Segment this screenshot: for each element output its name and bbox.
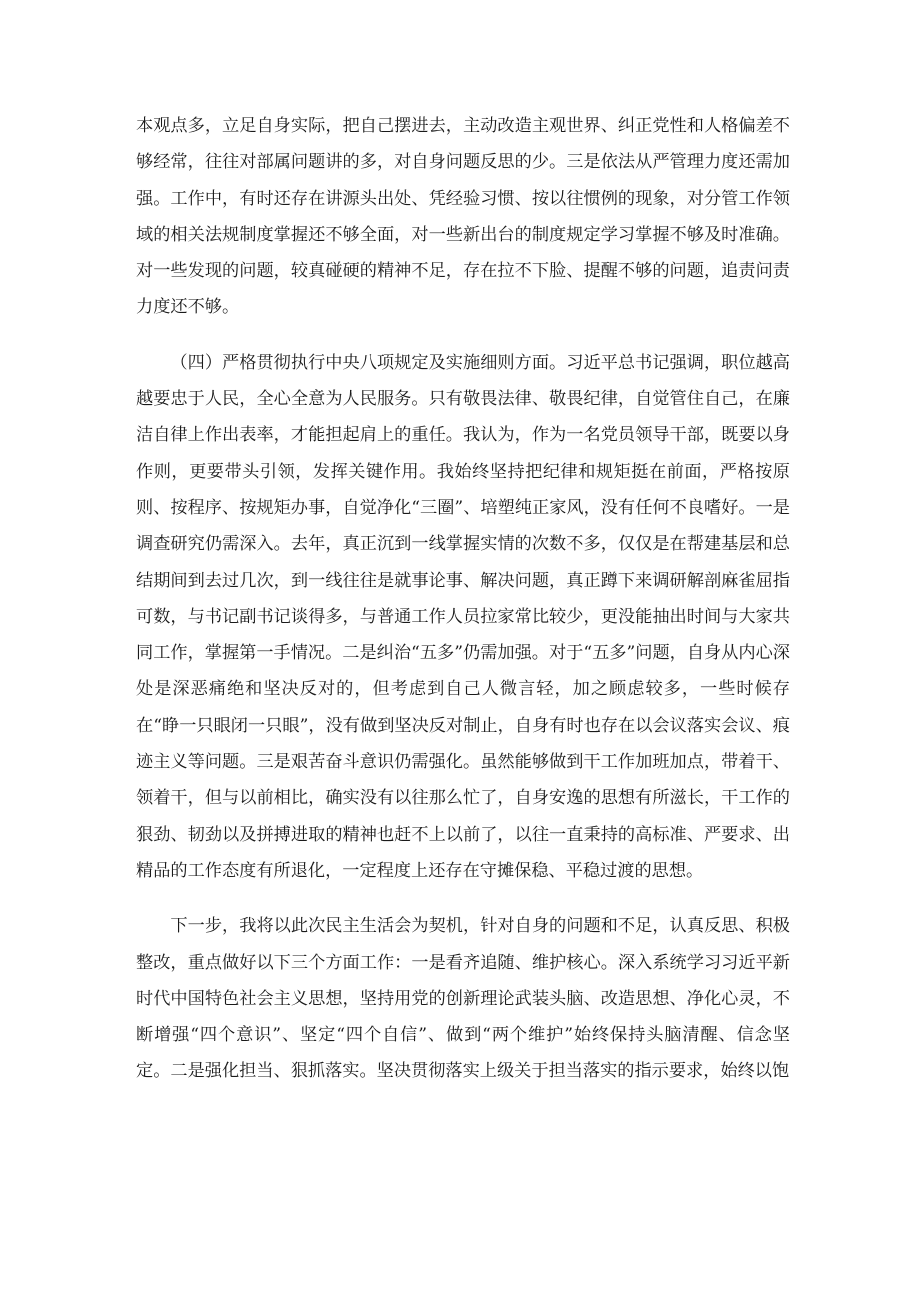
paragraph-section-four: （四）严格贯彻执行中央八项规定及实施细则方面。习近平总书记强调，职位越高越要忠于人民，全心全意为人民服务。只有敬畏法律、敬畏纪律，自觉管住自己，在廉洁自律上作出表率，才能担起肩上的重任。我认为，作为一名党员领导干部，既要以身作则，更要带头引领，发挥关键作用。我始终坚持把纪律和规矩挺在前面，严格按原则、按程序、按规矩办事，自觉净化“三圈”、培塑纯正家风，没有任何不良嗜好。一是调查研究仍需深入。去年，真正沉到一线掌握实情的次数不多，仅仅是在帮建基层和总结期间到去过几次，到一线往往是就事论事、解决问题，真正蹲下来调研解剖麻雀屈指可数，与书记副书记谈得多，与普通工作人员拉家常比较少，更没能抽出时间与大家共同工作，掌握第一手情况。二是纠治“五多”仍需加强。对于“五多”问题，自身从内心深处是深恶痛绝和坚决反对的，但考虑到自己人微言轻，加之顾虑较多，一些时候存在“睁一只眼闭一只眼”，没有做到坚决反对制止，自身有时也存在以会议落实会议、痕迹主义等问题。三是艰苦奋斗意识仍需强化。虽然能够做到干工作加班加点，带着干、领着干，但与以前相比，确实没有以往那么忙了，自身安逸的思想有所滋长，干工作的狠劲、韧劲以及拼搏进取的精神也赶不上以前了，以往一直秉持的高标准、严要求、出精品的工作态度有所退化，一定程度上还存在守摊保稳、平稳过渡的思想。 xyxy=(136,352,790,881)
paragraph-continued: 本观点多，立足自身实际，把自己摆进去，主动改造主观世界、纠正党性和人格偏差不够经常，往往对部属问题讲的多，对自身问题反思的少。三是依法从严管理力度还需加强。工作中，有时还存在讲源头出处、凭经验习惯、按以往惯例的现象，对分管工作领域的相关法规制度掌握还不够全面，对一些新出台的制度规定学习掌握不够及时准确。对一些发现的问题，较真碰硬的精神不足，存在拉不下脸、提醒不够的问题，追责问责力度还不够。 xyxy=(136,116,790,318)
document-page xyxy=(136,108,790,1090)
paragraph-next-steps: 下一步，我将以此次民主生活会为契机，针对自身的问题和不足，认真反思、积极整改，重点做好以下三个方面工作：一是看齐追随、维护核心。深入系统学习习近平新时代中国特色社会主义思想，坚持用党的创新理论武装头脑、改造思想、净化心灵，不断增强“四个意识”、坚定“四个自信”、做到“两个维护”始终保持头脑清醒、信念坚定。二是强化担当、狠抓落实。坚决贯彻落实上级关于担当落实的指示要求，始终以饱 xyxy=(136,916,790,1082)
